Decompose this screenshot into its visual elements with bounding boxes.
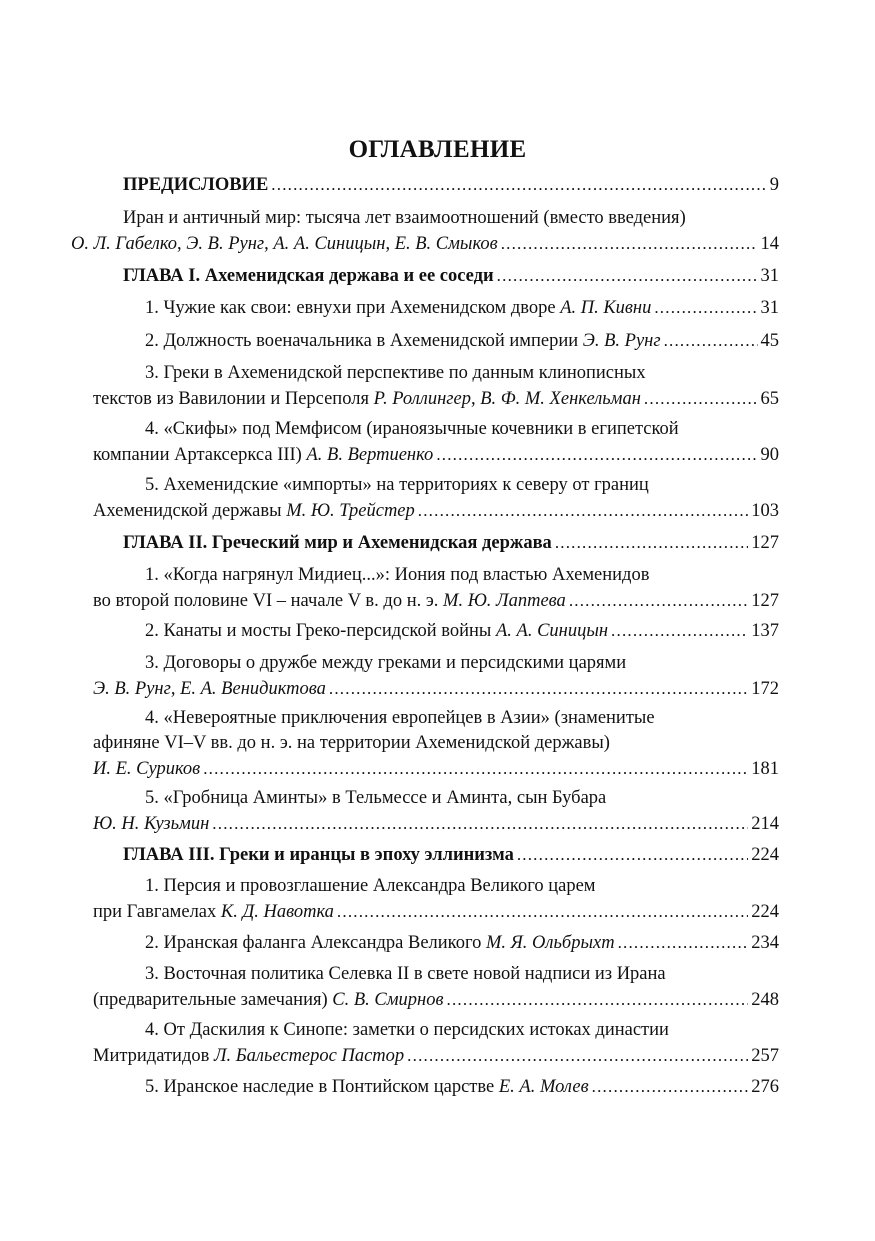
toc-article-3-2[interactable] — [145, 930, 779, 956]
toc-article-1-4[interactable] — [93, 417, 779, 468]
article-title: 5. Ахеменидские «импорты» на территориях к северу от границ — [145, 475, 649, 495]
page-number: 127 — [751, 533, 779, 553]
author-name: Е. А. Молев — [498, 1077, 589, 1097]
page-number: 9 — [769, 175, 779, 195]
entry-authors — [71, 232, 498, 257]
toc-article-1-1[interactable] — [145, 295, 779, 321]
page-number: 234 — [751, 933, 779, 953]
author-name: Е. А. Венидиктова — [180, 679, 326, 699]
article-title: 3. Греки в Ахеменидской перспективе по данным клинописных — [145, 363, 646, 383]
page-number: 90 — [760, 445, 779, 465]
dot-leader — [501, 231, 758, 256]
toc-chapter-3[interactable] — [123, 842, 779, 868]
article-authors — [93, 812, 209, 837]
author-name: И. Е. Суриков — [93, 759, 201, 779]
author-name: Э. В. Рунг — [582, 331, 661, 351]
page-number: 276 — [751, 1077, 779, 1097]
article-title-cont: афиняне VI–V вв. до н. э. на территории Ахеменидской державы) — [93, 733, 610, 753]
dot-leader — [654, 295, 757, 320]
author-name: Э. В. Рунг — [93, 679, 171, 699]
article-title: 4. От Даскилия к Синопе: заметки о персидских истоках династии — [145, 1020, 669, 1040]
author-name: С. В. Смирнов — [332, 990, 444, 1010]
article-authors — [93, 757, 200, 782]
author-separator: , — [177, 234, 187, 254]
dot-leader — [611, 618, 748, 643]
dot-leader — [203, 756, 748, 781]
author-name: К. Д. Навотка — [220, 902, 334, 922]
article-title-cont: компании Артаксеркса III) А. В. Вертиенко — [93, 445, 434, 465]
author-name: В. Ф. М. Хенкельман — [480, 389, 641, 409]
page-number: 172 — [751, 679, 779, 699]
page-number: 14 — [760, 234, 779, 254]
dot-leader — [447, 987, 749, 1012]
toc-chapter-1[interactable] — [123, 263, 779, 289]
page-number: 248 — [751, 990, 779, 1010]
author-name: А. А. Синицын — [495, 621, 609, 641]
article-title: 2. Канаты и мосты Греко-персидской войны А. А. Синицын — [145, 621, 609, 641]
toc-article-1-5[interactable] — [93, 473, 779, 524]
toc-article-2-4[interactable] — [93, 706, 779, 782]
toc-article-3-4[interactable] — [93, 1018, 779, 1069]
dot-leader — [329, 676, 748, 701]
chapter-title: ГЛАВА III. Греки и иранцы в эпоху эллинизма — [123, 845, 514, 865]
page-number: 137 — [751, 621, 779, 641]
article-title-cont: Митридатидов Л. Бальестерос Пастор — [93, 1046, 405, 1066]
toc-article-2-1[interactable] — [93, 563, 779, 614]
author-name: М. Я. Ольбрыхт — [485, 933, 615, 953]
dot-leader — [517, 842, 748, 867]
author-name: Р. Роллингер — [373, 389, 471, 409]
article-title-cont: (предварительные замечания) С. В. Смирнов — [93, 990, 444, 1010]
toc-article-2-3[interactable] — [93, 651, 779, 702]
article-authors: Э. В. Рунг, Е. А. Венидиктова — [93, 679, 326, 699]
page-number: 31 — [760, 266, 779, 286]
dot-leader — [592, 1074, 749, 1099]
article-title: 5. Иранское наследие в Понтийском царстве Е. А. Молев — [145, 1077, 589, 1097]
dot-leader — [337, 899, 748, 924]
article-title: 3. Договоры о дружбе между греками и персидскими царями — [145, 653, 627, 673]
author-name: Л. Бальестерос Пастор — [213, 1046, 405, 1066]
author-name: А. А. Синицын — [273, 234, 386, 254]
toc-chapter-2[interactable] — [123, 530, 779, 556]
page-number: 257 — [751, 1046, 779, 1066]
dot-leader — [569, 588, 748, 613]
author-name: М. Ю. Лаптева — [443, 591, 566, 611]
author-name: А. П. Кивни — [560, 298, 652, 318]
chapter-title: ГЛАВА II. Греческий мир и Ахеменидская держава — [123, 533, 552, 553]
author-separator: , — [385, 234, 395, 254]
dot-leader — [212, 811, 748, 836]
author-separator: , — [264, 234, 274, 254]
page-number: 31 — [760, 298, 779, 318]
article-title-cont: во второй половине VI – начале V в. до н. э. М. Ю. Лаптева — [93, 591, 566, 611]
page-number: 224 — [751, 845, 779, 865]
dot-leader — [271, 172, 766, 197]
page-number: 103 — [751, 501, 779, 521]
toc-article-3-1[interactable] — [93, 874, 779, 925]
page-number: 214 — [751, 814, 779, 834]
page-number: 65 — [760, 389, 779, 409]
chapter-title: ГЛАВА I. Ахеменидская держава и ее соседи — [123, 266, 494, 286]
dot-leader — [618, 930, 749, 955]
page-number: 127 — [751, 591, 779, 611]
entry-title: Иран и античный мир: тысяча лет взаимоотношений (вместо введения) — [123, 208, 686, 228]
dot-leader — [418, 498, 748, 523]
author-name: Э. В. Рунг — [186, 234, 265, 254]
dot-leader — [407, 1043, 748, 1068]
article-title: 5. «Гробница Аминты» в Тельмессе и Аминта, сын Бубара — [145, 788, 607, 808]
article-title: 3. Восточная политика Селевка II в свете новой надписи из Ирана — [145, 964, 666, 984]
author-name: А. В. Вертиенко — [306, 445, 434, 465]
dot-leader — [555, 530, 748, 555]
page-title: ОГЛАВЛЕНИЕ — [348, 136, 527, 163]
dot-leader — [644, 386, 758, 411]
article-title: 2. Должность военачальника в Ахеменидской империи Э. В. Рунг — [145, 331, 661, 351]
dot-leader — [664, 328, 758, 353]
article-title-cont: при Гавгамелах К. Д. Навотка — [93, 902, 334, 922]
article-title: 1. Персия и провозглашение Александра Великого царем — [145, 876, 596, 896]
author-name: Е. В. Смыков — [394, 234, 498, 254]
entry-title: ПРЕДИСЛОВИЕ — [123, 175, 269, 195]
toc-entry-preface[interactable] — [123, 172, 779, 198]
author-name: О. Л. Габелко — [71, 234, 178, 254]
author-name: М. Ю. Трейстер — [286, 501, 415, 521]
article-title: 1. «Когда нагрянул Мидиец...»: Иония под властью Ахеменидов — [145, 565, 650, 585]
author-name: Ю. Н. Кузьмин — [93, 814, 210, 834]
article-title: 4. «Скифы» под Мемфисом (ираноязычные кочевники в египетской — [145, 419, 679, 439]
dot-leader — [497, 263, 758, 288]
toc-entry-intro[interactable] — [71, 206, 779, 257]
toc-article-2-2[interactable] — [145, 618, 779, 644]
page-number: 45 — [760, 331, 779, 351]
dot-leader — [436, 442, 757, 467]
article-title: 1. Чужие как свои: евнухи при Ахеменидском дворе А. П. Кивни — [145, 298, 652, 318]
toc-article-1-3[interactable] — [93, 361, 779, 412]
article-title: 4. «Невероятные приключения европейцев в Азии» (знаменитые — [145, 708, 655, 728]
page-number: 224 — [751, 902, 779, 922]
article-title-cont: текстов из Вавилонии и Персеполя Р. Роллингер, В. Ф. М. Хенкельман — [93, 389, 641, 409]
toc-article-1-2[interactable] — [145, 328, 779, 354]
toc-article-3-5[interactable] — [145, 1074, 779, 1100]
toc-article-3-3[interactable] — [93, 962, 779, 1013]
article-title-cont: Ахеменидской державы М. Ю. Трейстер — [93, 501, 415, 521]
toc-article-2-5[interactable] — [93, 786, 779, 837]
article-title: 2. Иранская фаланга Александра Великого М. Я. Ольбрыхт — [145, 933, 615, 953]
page-number: 181 — [751, 759, 779, 779]
